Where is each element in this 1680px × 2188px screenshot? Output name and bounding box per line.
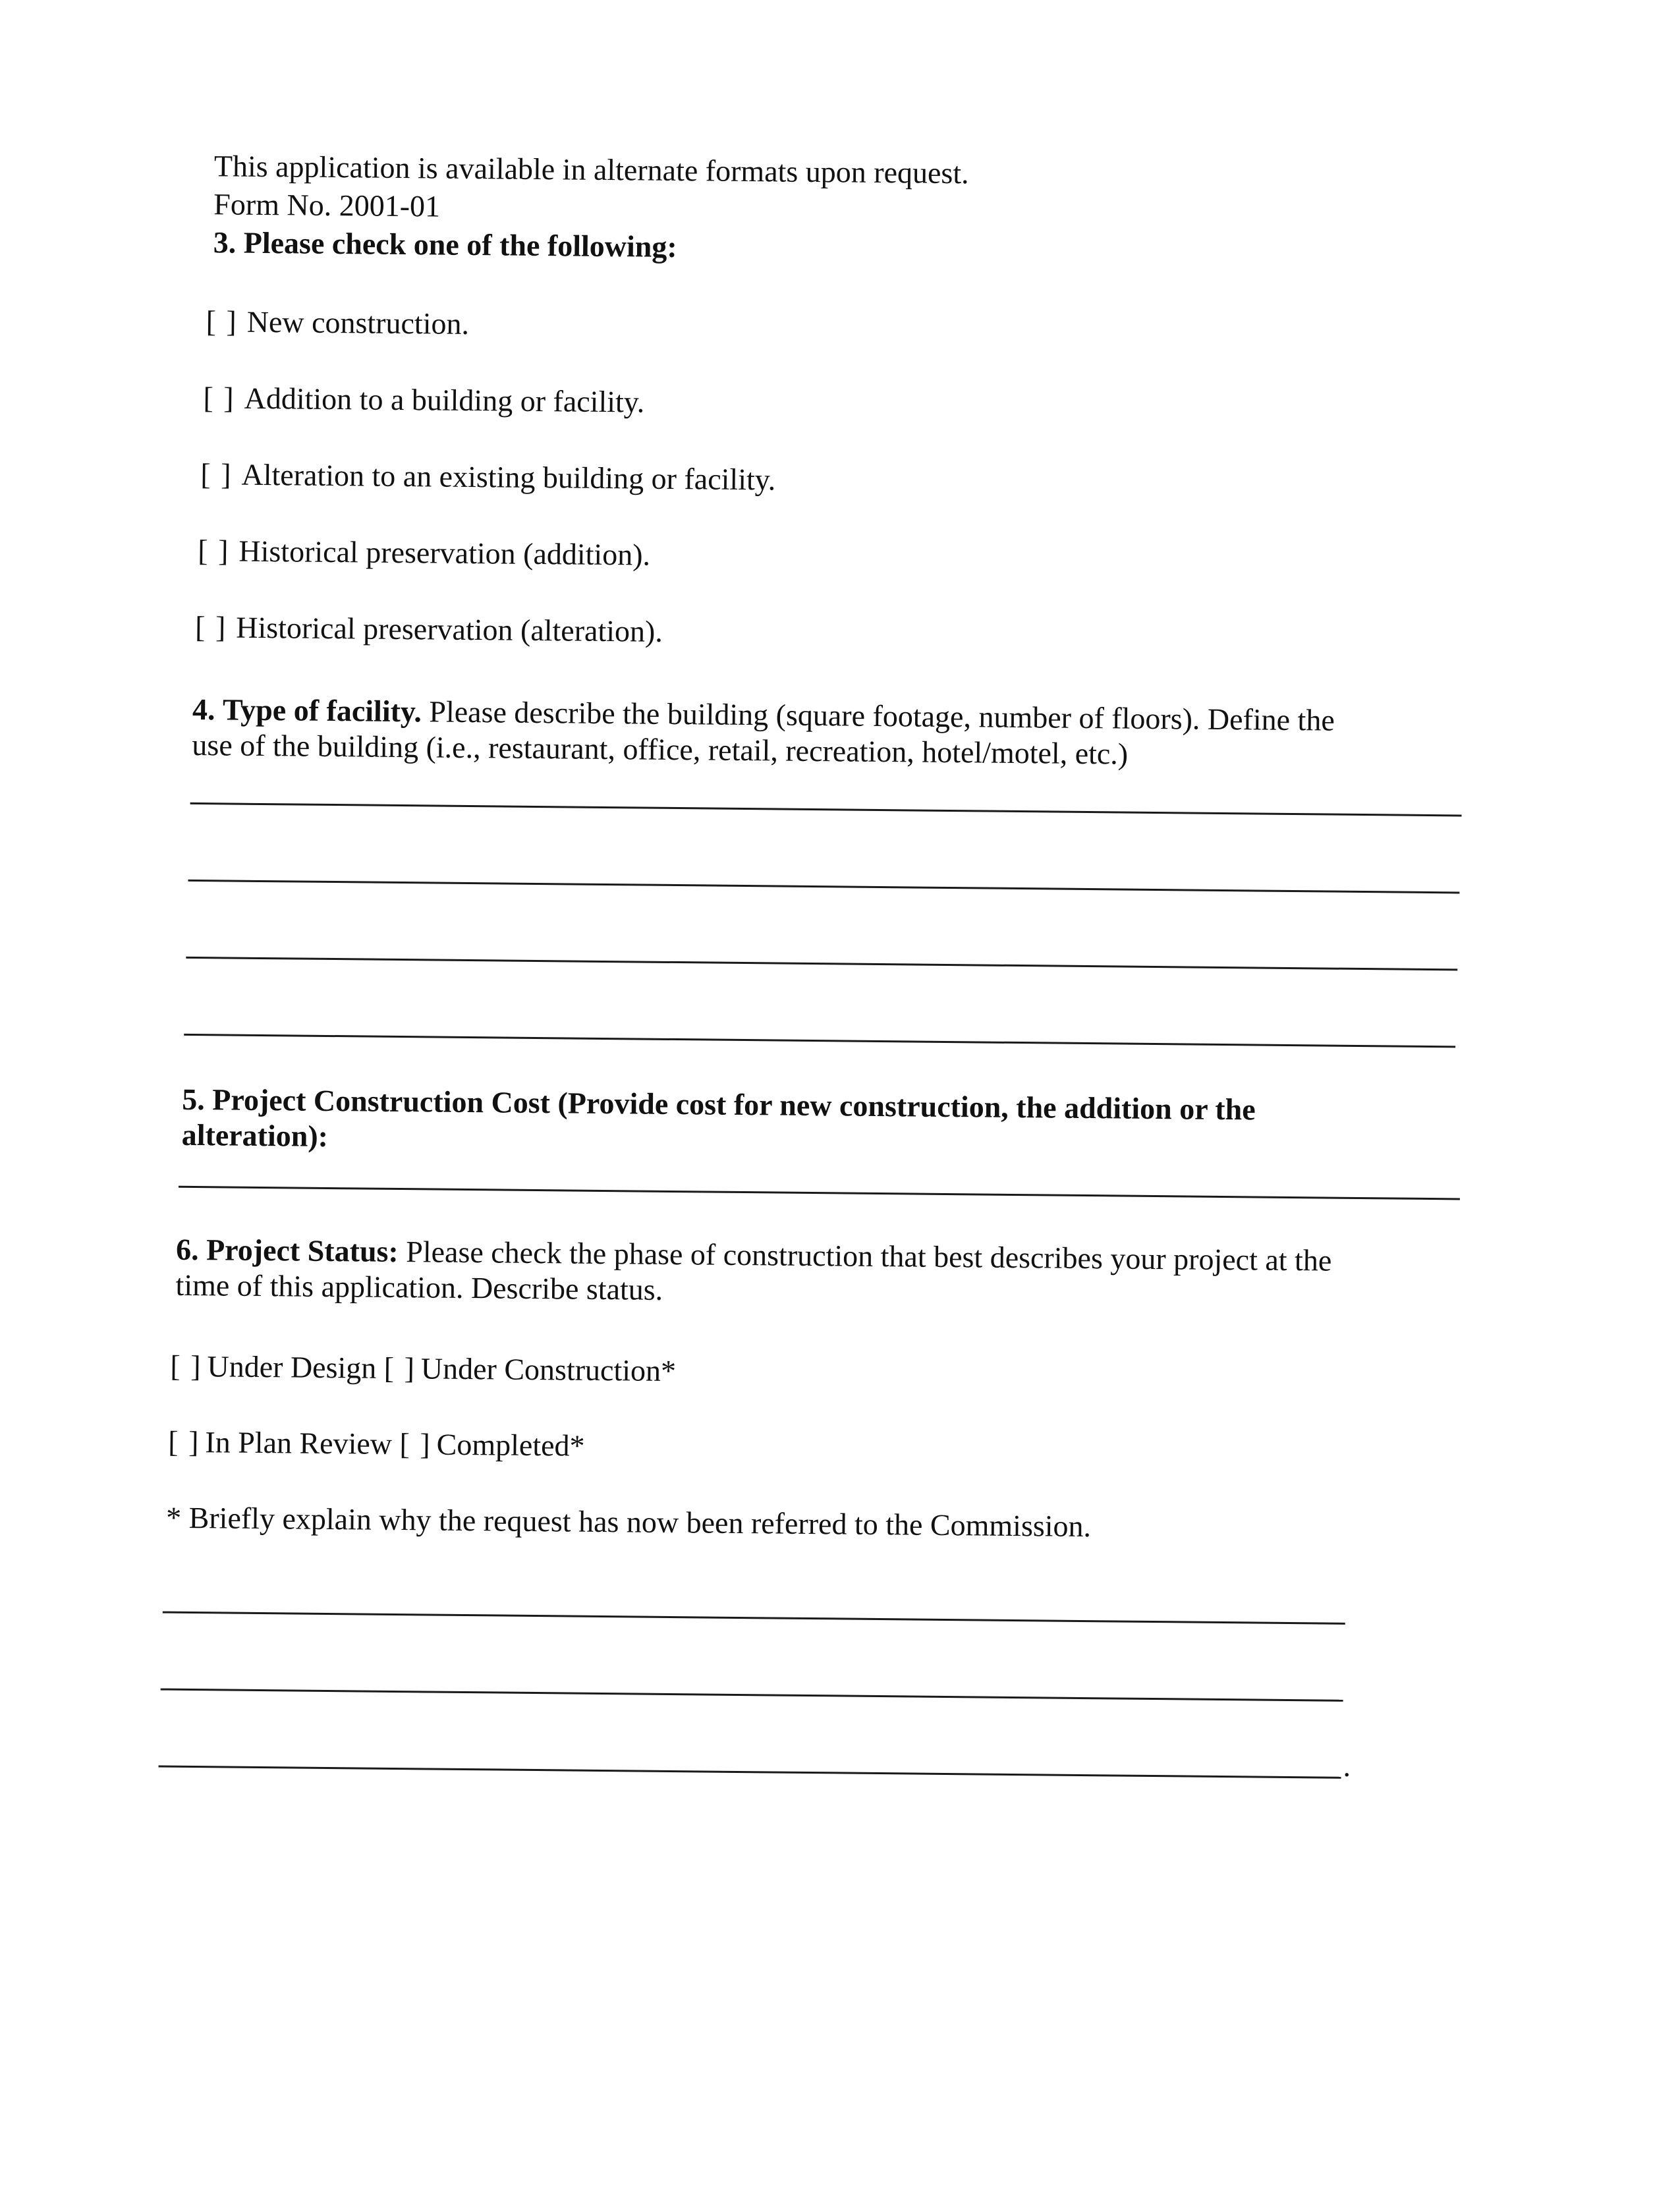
- status-option-completed[interactable]: [399, 1427, 584, 1463]
- section4-answer-line-1[interactable]: [190, 802, 1462, 817]
- section5-line2: alteration):: [181, 1117, 329, 1153]
- option-label: New construction.: [246, 304, 470, 341]
- status-row-2: [168, 1425, 585, 1464]
- section6-answer-line-3[interactable]: [159, 1766, 1341, 1779]
- option-label: Historical preservation (alteration).: [236, 610, 663, 648]
- section6-number: 6.: [175, 1232, 199, 1267]
- checkbox[interactable]: [ ]: [170, 1349, 202, 1384]
- section6-answer-line-2[interactable]: [161, 1689, 1343, 1702]
- section6-answer-line-1[interactable]: [163, 1612, 1345, 1625]
- status-option-under-design[interactable]: [170, 1349, 376, 1385]
- section5-title: Project Construction Cost (Provide cost for new construction, the addition or the: [212, 1082, 1256, 1127]
- status-option-in-plan-review[interactable]: [168, 1425, 392, 1461]
- section4-answer-line-2[interactable]: [188, 880, 1459, 894]
- option-label: Under Construction*: [420, 1351, 677, 1388]
- option-label: In Plan Review: [205, 1425, 393, 1461]
- section6-footnote: * Briefly explain why the request has now been referred to the Commission.: [165, 1500, 1092, 1544]
- checkbox[interactable]: [ ]: [383, 1351, 416, 1386]
- section4-line2: use of the building (i.e., restaurant, office, retail, recreation, hotel/motel, etc.): [192, 727, 1129, 771]
- checkbox[interactable]: [ ]: [203, 381, 235, 415]
- section4-answer-line-3[interactable]: [186, 957, 1457, 971]
- option-label: Historical preservation (addition).: [238, 534, 651, 572]
- section5-question: [182, 1082, 1480, 1165]
- section3-heading: [213, 225, 677, 265]
- section5-answer-line[interactable]: [179, 1186, 1460, 1200]
- section4-text: Please describe the building (square footage, number of floors). Define the: [429, 694, 1335, 737]
- checkbox[interactable]: [ ]: [399, 1427, 432, 1461]
- section4-answer-line-4[interactable]: [184, 1034, 1455, 1048]
- option-label: Alteration to an existing building or facility.: [241, 457, 776, 497]
- section3-number: 3.: [213, 225, 237, 260]
- option-new-construction[interactable]: [206, 304, 469, 342]
- option-historical-alteration[interactable]: [195, 610, 663, 650]
- status-row-1: [170, 1349, 676, 1389]
- option-label: Addition to a building or facility.: [244, 381, 645, 419]
- section4-question: [192, 692, 1484, 775]
- section4-number: 4.: [192, 692, 215, 727]
- checkbox[interactable]: [ ]: [206, 304, 238, 339]
- section6-text: Please check the phase of construction that best describes your project at the: [406, 1235, 1332, 1277]
- status-option-under-construction[interactable]: [384, 1351, 677, 1388]
- checkbox[interactable]: [ ]: [200, 457, 233, 491]
- option-alteration[interactable]: [200, 457, 775, 497]
- option-label: Completed*: [436, 1427, 585, 1463]
- section3-title: Please check one of the following:: [243, 225, 677, 264]
- option-label: Under Design: [207, 1349, 377, 1385]
- checkbox[interactable]: [ ]: [194, 609, 227, 644]
- option-addition[interactable]: [203, 381, 644, 420]
- section4-title: Type of facility.: [222, 692, 422, 729]
- availability-note: This application is available in alternate formats upon request.: [213, 149, 969, 190]
- form-number: Form No. 2001-01: [213, 187, 441, 223]
- option-historical-addition[interactable]: [198, 534, 650, 573]
- section6-question: [175, 1232, 1470, 1316]
- section6-title: Project Status:: [206, 1233, 399, 1269]
- closing-period: .: [1343, 1749, 1351, 1783]
- checkbox[interactable]: [ ]: [168, 1424, 200, 1459]
- section6-line2: time of this application. Describe status.: [175, 1268, 663, 1306]
- checkbox[interactable]: [ ]: [198, 534, 230, 568]
- section5-number: 5.: [182, 1082, 206, 1117]
